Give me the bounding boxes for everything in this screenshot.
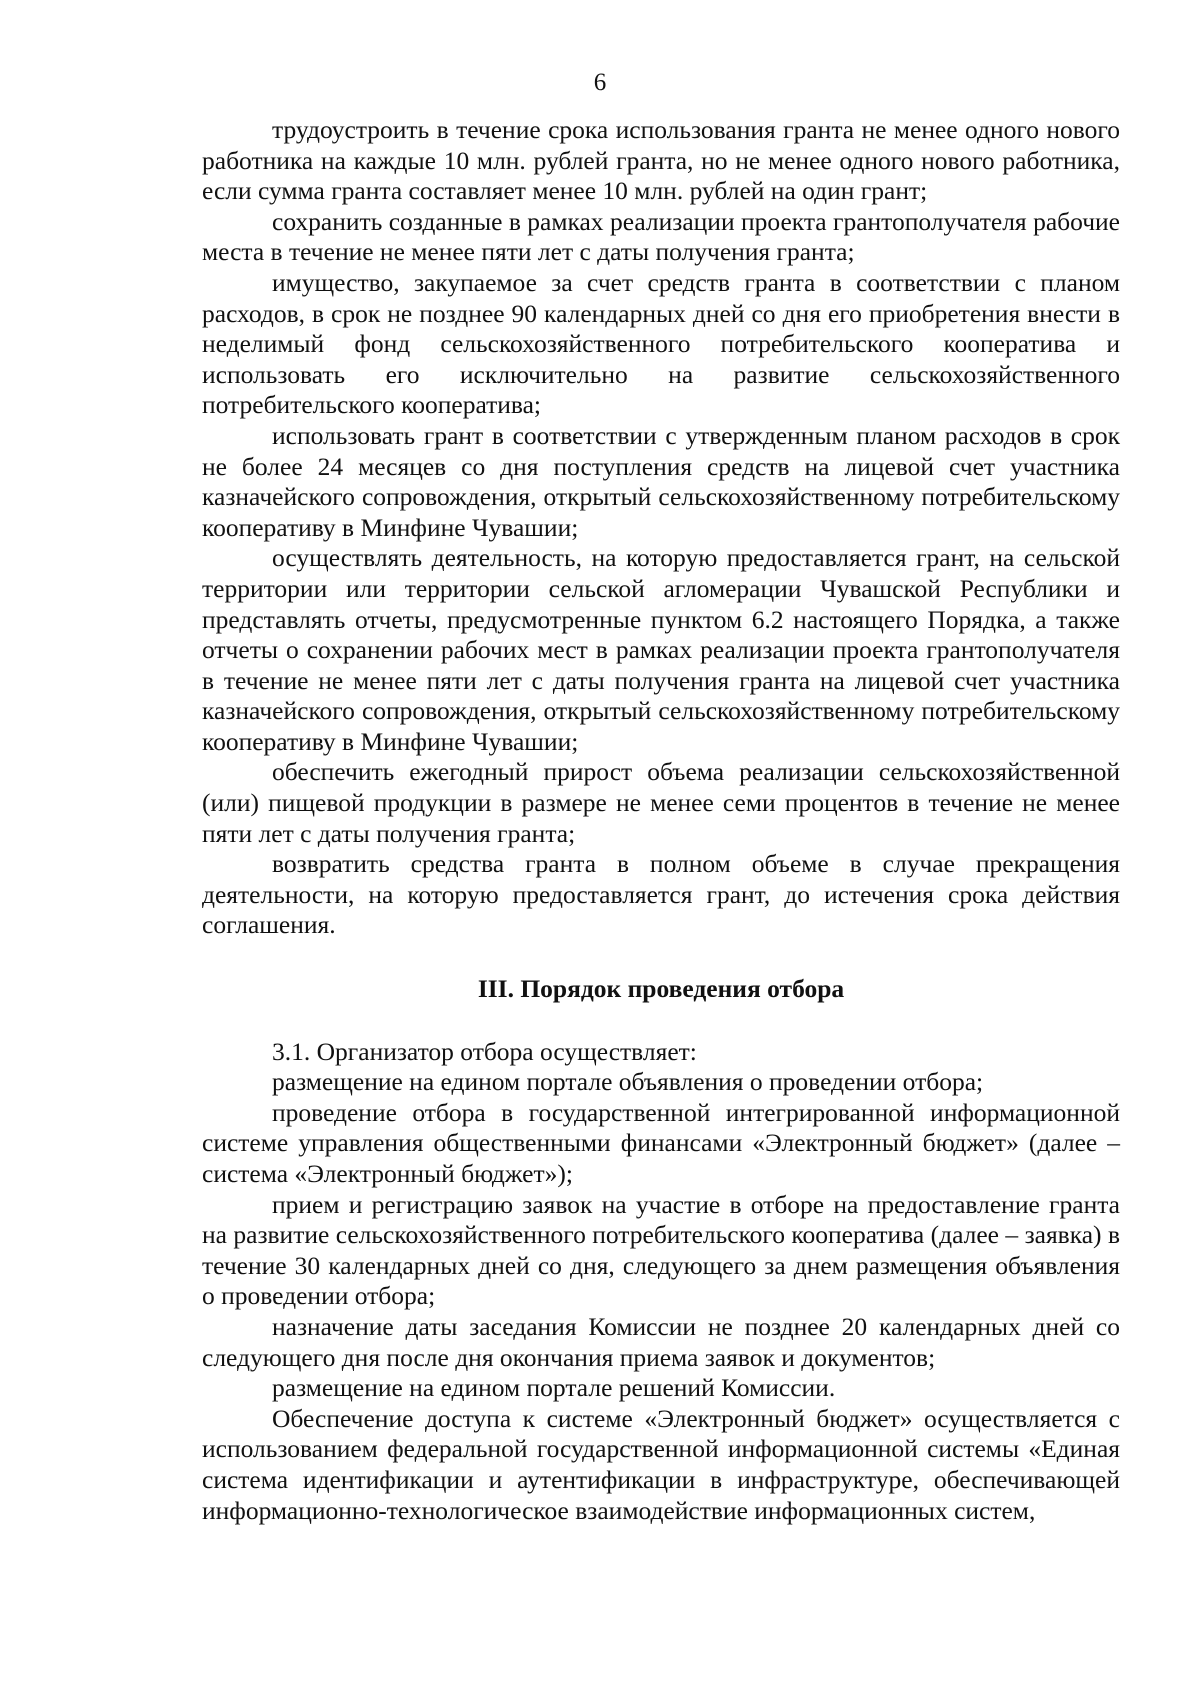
paragraph-property-fund: имущество, закупаемое за счет средств гранта в соответствии с планом расходов, в срок не позднее 90 календарных дней со дня его приобретения внести в неделимый фонд сельскохозяйственного потребительского кооператива и использовать его исключительно на развитие сельскохозяйственного потребительского кооператива;: [202, 267, 1120, 420]
paragraph-employ-workers: трудоустроить в течение срока использования гранта не менее одного нового работника на каждые 10 млн. рублей гранта, но не менее одного нового работника, если сумма гранта составляет менее 10 млн. рублей на один грант;: [202, 115, 1120, 206]
paragraph-keep-jobs: сохранить созданные в рамках реализации проекта грантополучателя рабочие места в течение не менее пяти лет с даты получения гранта;: [202, 206, 1120, 267]
document-body: [202, 115, 1120, 1526]
paragraph-organizer-duties: 3.1. Организатор отбора осуществляет:: [272, 1036, 697, 1066]
page-number: 6: [593, 69, 607, 96]
spacer: [202, 1005, 1120, 1037]
paragraph-use-grant: использовать грант в соответствии с утвержденным планом расходов в срок не более 24 месяцев со дня поступления средств на лицевой счет участника казначейского сопровождения, открытый сельскохозяйственному потребительскому кооперативу в Минфине Чувашии;: [202, 420, 1120, 542]
paragraph-system-access: Обеспечение доступа к системе «Электронный бюджет» осуществляется с использованием федеральной государственной информационной системы «Единая система идентификации и аутентификации в инфраструктуре, обеспечивающей информационно-технологическое взаимодействие информационных систем,: [202, 1403, 1120, 1525]
paragraph-annual-growth: обеспечить ежегодный прирост объема реализации сельскохозяйственной (или) пищевой продукции в размере не менее семи процентов в течение не менее пяти лет с даты получения гранта;: [202, 757, 1120, 848]
section-heading: III. Порядок проведения отбора: [477, 974, 845, 1004]
paragraph-return-grant: возвратить средства гранта в полном объеме в случае прекращения деятельности, на которую предоставляется грант, до истечения срока действия соглашения.: [202, 849, 1120, 940]
paragraph-electronic-budget: проведение отбора в государственной интегрированной информационной системе управления общественными финансами «Электронный бюджет» (далее – система «Электронный бюджет»);: [202, 1097, 1120, 1188]
paragraph-commission-date: назначение даты заседания Комиссии не позднее 20 календарных дней со следующего дня после дня окончания приема заявок и документов;: [202, 1311, 1120, 1372]
paragraph-commission-decisions: размещение на едином портале решений Комиссии.: [272, 1373, 836, 1403]
paragraph-applications: прием и регистрацию заявок на участие в отборе на предоставление гранта на развитие сельскохозяйственного потребительского кооператива (далее – заявка) в течение 30 календарных дней со дня, следующего за днем размещения объявления о проведении отбора;: [202, 1189, 1120, 1311]
spacer: [202, 941, 1120, 974]
paragraph-announcement: размещение на едином портале объявления о проведении отбора;: [272, 1067, 984, 1097]
paragraph-activity-reports: осуществлять деятельность, на которую предоставляется грант, на сельской территории или территории сельской агломерации Чувашской Республики и представлять отчеты, предусмотренные пунктом 6.2 настоящего Порядка, а также отчеты о сохранении рабочих мест в рамках реализации проекта грантополучателя в течение не менее пяти лет с даты получения гранта на лицевой счет участника казначейского сопровождения, открытый сельскохозяйственному потребительскому кооперативу в Минфине Чувашии;: [202, 543, 1120, 756]
